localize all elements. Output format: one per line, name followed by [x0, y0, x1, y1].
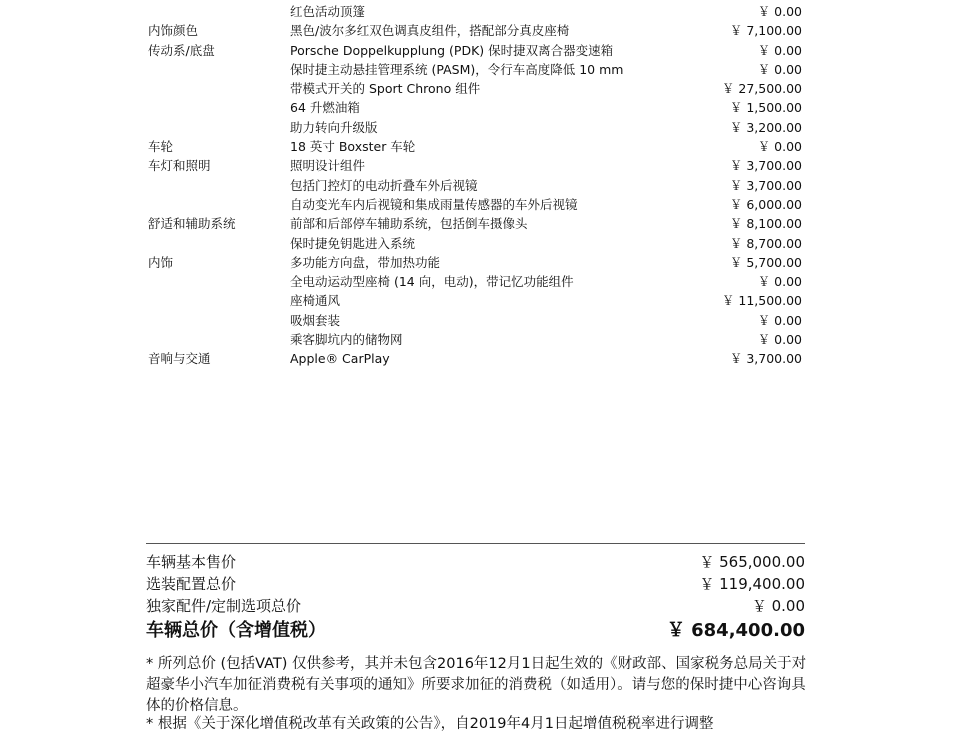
options-total-value: ￥ 119,400.00	[699, 575, 805, 593]
summary-divider	[146, 543, 805, 544]
option-row	[0, 214, 960, 233]
option-item: 带模式开关的 Sport Chrono 组件	[290, 81, 481, 97]
option-category: 车轮	[148, 139, 174, 155]
option-row	[0, 2, 960, 21]
grand-total-row	[146, 618, 805, 644]
option-category: 舒适和辅助系统	[148, 216, 236, 232]
option-row	[0, 137, 960, 156]
option-price: ￥ 3,200.00	[729, 119, 802, 135]
option-item: Apple® CarPlay	[290, 351, 390, 367]
base-price-label: 车辆基本售价	[146, 553, 237, 571]
option-price: ￥ 0.00	[757, 4, 802, 19]
option-item: 自动变光车内后视镜和集成雨量传感器的车外后视镜	[290, 196, 578, 212]
option-price: ￥ 3,700.00	[729, 177, 802, 193]
option-row	[0, 234, 960, 253]
base-price-row	[146, 551, 805, 573]
option-item: 保时捷主动悬挂管理系统 (PASM)，令行车高度降低 10 mm	[290, 61, 624, 77]
exclusive-total-value: ￥ 0.00	[751, 597, 805, 615]
option-row	[0, 156, 960, 175]
option-row	[0, 21, 960, 40]
exclusive-total-row	[146, 595, 805, 617]
option-row	[0, 349, 960, 368]
option-item: 包括门控灯的电动折叠车外后视镜	[290, 177, 478, 193]
option-category: 内饰	[148, 254, 174, 270]
option-row	[0, 176, 960, 195]
option-price: ￥ 11,500.00	[721, 293, 802, 309]
option-item: 照明设计组件	[290, 158, 366, 174]
option-row	[0, 60, 960, 79]
exclusive-total-label: 独家配件/定制选项总价	[146, 597, 302, 615]
grand-total-label: 车辆总价（含增值税）	[146, 620, 326, 641]
option-item: Porsche Doppelkupplung (PDK) 保时捷双离合器变速箱	[290, 42, 614, 58]
option-price: ￥ 0.00	[757, 332, 802, 348]
option-row	[0, 98, 960, 117]
option-price: ￥ 0.00	[757, 42, 802, 58]
option-list	[0, 2, 960, 369]
options-total-row	[146, 573, 805, 595]
option-price: ￥ 8,100.00	[729, 216, 802, 232]
option-item: 座椅通风	[290, 293, 341, 309]
option-item: 多功能方向盘，带加热功能	[290, 254, 441, 270]
option-item: 前部和后部停车辅助系统，包括倒车摄像头	[290, 216, 528, 232]
vat-footnote: * 根据《关于深化增值税改革有关政策的公告》，自2019年4月1日起增值税税率进行调整	[146, 716, 714, 732]
option-item: 18 英寸 Boxster 车轮	[290, 139, 416, 155]
option-price: ￥ 5,700.00	[729, 254, 802, 270]
option-item: 乘客脚坑内的储物网	[290, 332, 403, 348]
option-item: 红色活动顶篷	[290, 4, 366, 19]
option-row	[0, 41, 960, 60]
option-price: ￥ 6,000.00	[729, 196, 802, 212]
option-row	[0, 118, 960, 137]
option-item: 吸烟套装	[290, 312, 341, 328]
option-price: ￥ 8,700.00	[729, 235, 802, 251]
option-price: ￥ 3,700.00	[729, 158, 802, 174]
option-price: ￥ 3,700.00	[729, 351, 802, 367]
option-item: 黑色/波尔多红双色调真皮组件，搭配部分真皮座椅	[290, 23, 570, 39]
option-price: ￥ 7,100.00	[729, 23, 802, 39]
option-category: 内饰颜色	[148, 23, 199, 39]
option-item: 64 升燃油箱	[290, 100, 360, 116]
option-row	[0, 253, 960, 272]
option-item: 全电动运动型座椅 (14 向，电动)，带记忆功能组件	[290, 274, 574, 290]
option-row	[0, 330, 960, 349]
base-price-value: ￥ 565,000.00	[699, 553, 805, 571]
option-category: 传动系/底盘	[148, 42, 215, 58]
option-price: ￥ 27,500.00	[721, 81, 802, 97]
option-item: 助力转向升级版	[290, 119, 378, 135]
option-price: ￥ 0.00	[757, 312, 802, 328]
price-footnote: * 所列总价 (包括VAT) 仅供参考，其并未包含2016年12月1日起生效的《财政部、国家税务总局关于对超豪华小汽车加征消费税有关事项的通知》所要求加征的消费税（如适用）。请与您的保时捷中心咨询具体的价格信息。	[146, 656, 807, 714]
option-row	[0, 79, 960, 98]
option-price: ￥ 0.00	[757, 61, 802, 77]
grand-total-value: ￥ 684,400.00	[666, 620, 805, 641]
option-price: ￥ 1,500.00	[729, 100, 802, 116]
option-price: ￥ 0.00	[757, 139, 802, 155]
option-row	[0, 291, 960, 310]
option-row	[0, 272, 960, 291]
option-row	[0, 311, 960, 330]
option-row	[0, 195, 960, 214]
option-price: ￥ 0.00	[757, 274, 802, 290]
options-total-label: 选装配置总价	[146, 575, 237, 593]
option-item: 保时捷免钥匙进入系统	[290, 235, 416, 251]
option-category: 车灯和照明	[148, 158, 211, 174]
option-category: 音响与交通	[148, 351, 211, 367]
